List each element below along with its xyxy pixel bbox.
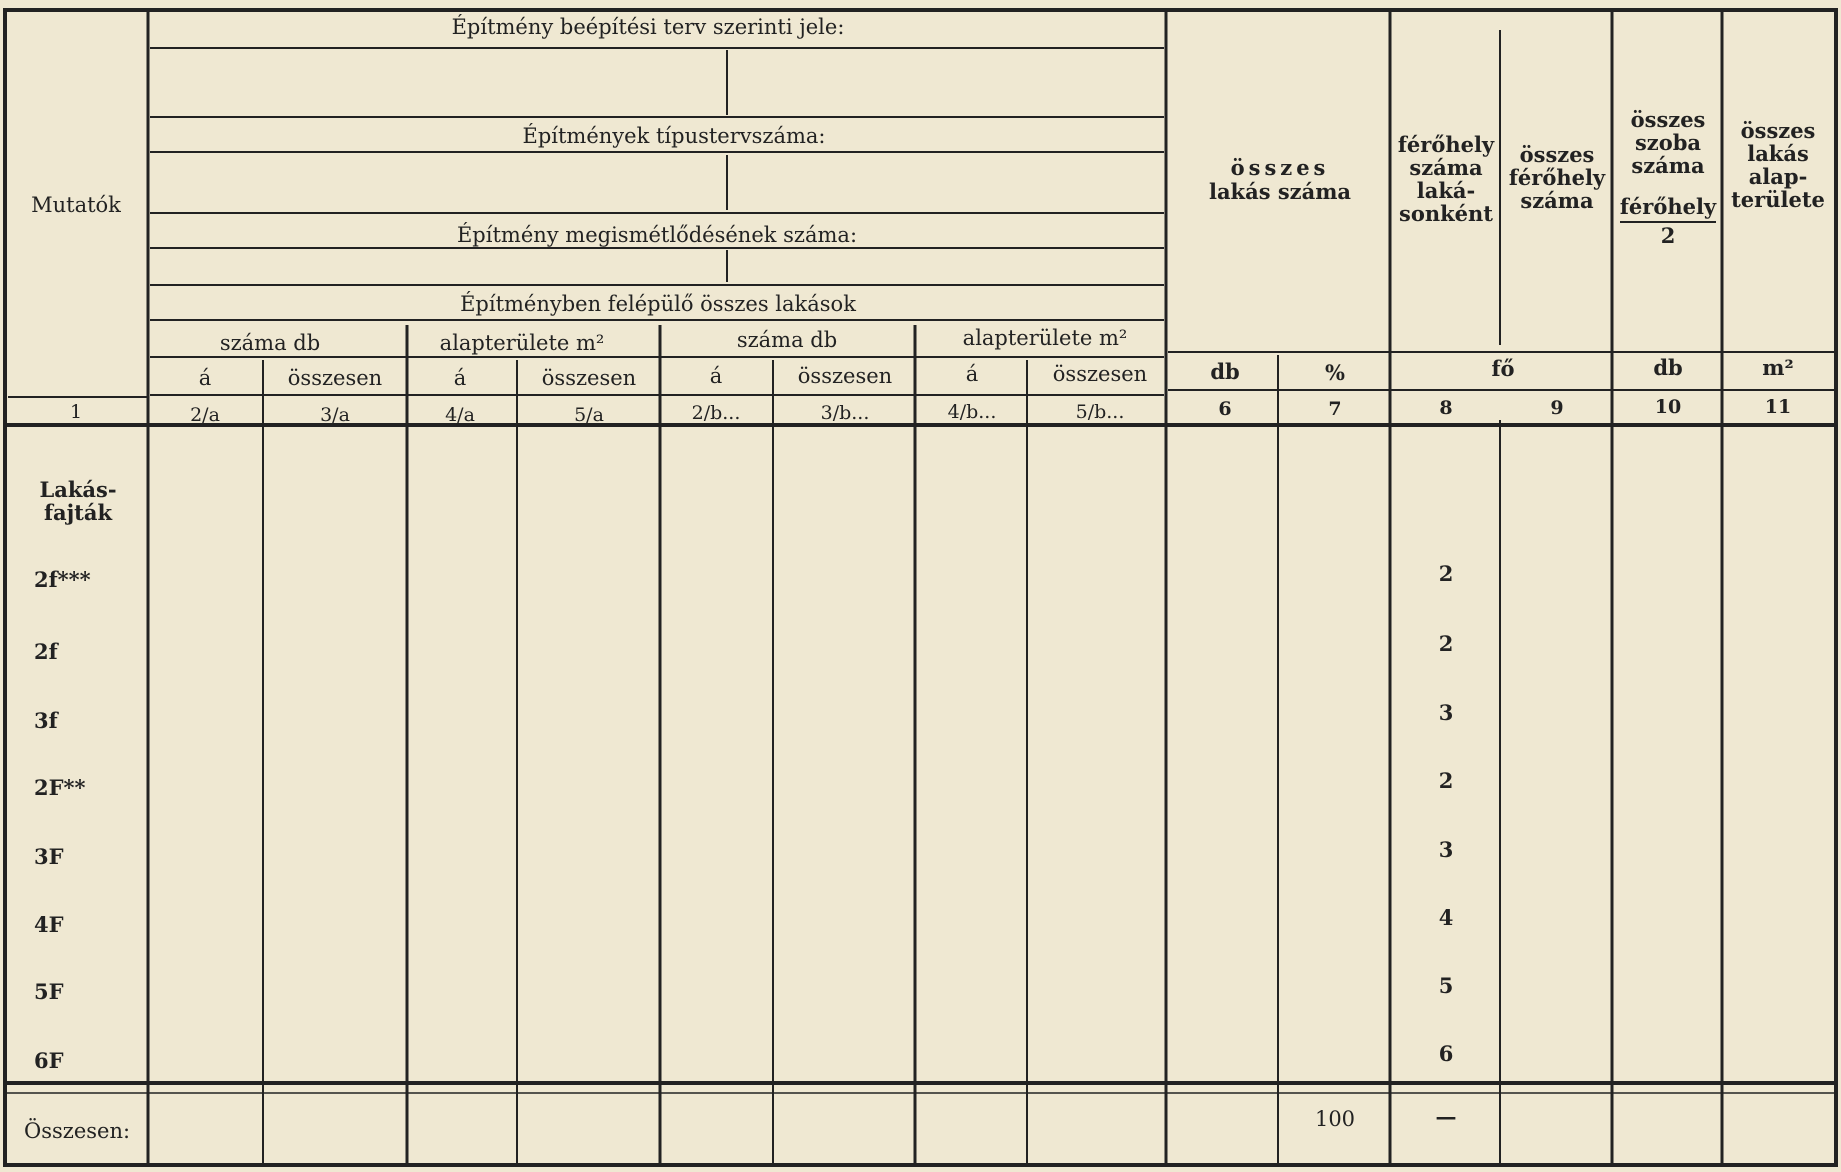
sub-a-3: á <box>709 363 723 388</box>
header-osszes-lakasok: Építményben felépülő összes lakások <box>460 291 856 316</box>
colnum-9: 9 <box>1550 397 1564 420</box>
sub-a-4: á <box>965 361 979 386</box>
total-pct: 100 <box>1314 1106 1356 1131</box>
sub-a-1: á <box>198 365 212 390</box>
colnum-5a: 5/a <box>574 404 604 427</box>
row-label-2f-3star: 2f*** <box>34 566 91 592</box>
unit-db2: db <box>1653 354 1683 380</box>
colnum-3a: 3/a <box>320 404 350 427</box>
colnum-2a: 2/a <box>190 404 220 427</box>
header-col10-line2: szoba <box>1634 129 1702 155</box>
header-col10-line1: összes <box>1630 106 1706 132</box>
group-label-szama-b: száma db <box>736 327 838 352</box>
header-lakas-szama: lakás száma <box>1208 178 1352 204</box>
colnum-10: 10 <box>1654 396 1682 419</box>
ferohely-6F: 6 <box>1438 1040 1454 1066</box>
colnum-3b: 3/b... <box>820 402 870 425</box>
ferohely-2f: 2 <box>1438 630 1454 656</box>
ferohely-4F: 4 <box>1438 904 1454 930</box>
colnum-5b: 5/b... <box>1075 401 1125 424</box>
unit-m2: m² <box>1762 354 1794 380</box>
header-col9-line2: férőhely <box>1508 164 1606 190</box>
row-label-5F: 5F <box>34 978 64 1004</box>
header-col8-line2: száma <box>1409 154 1483 180</box>
row-label-4F: 4F <box>34 911 64 937</box>
total-ferohely: — <box>1435 1103 1457 1129</box>
header-col9-line1: összes <box>1519 141 1595 167</box>
ferohely-3f: 3 <box>1438 699 1454 725</box>
group-label-alapterulete-b: alapterülete m² <box>962 325 1128 350</box>
colnum-4a: 4/a <box>445 404 475 427</box>
header-ismetles: Építmény megismétlődésének száma: <box>456 222 858 247</box>
colnum-11: 11 <box>1764 396 1792 419</box>
header-col10-line4: férőhely <box>1619 193 1717 219</box>
sub-osszesen-1: összesen <box>287 365 383 390</box>
section-label-line1: Lakás- <box>39 476 117 502</box>
colnum-8: 8 <box>1439 397 1453 420</box>
header-tipus: Építmények típustervszáma: <box>522 123 826 148</box>
unit-fo: fő <box>1491 355 1515 381</box>
section-label-line2: fajták <box>43 499 113 525</box>
header-osszes: összes <box>1230 154 1330 180</box>
ferohely-2F-2star: 2 <box>1438 767 1454 793</box>
colnum-4b: 4/b... <box>947 401 997 424</box>
colnum-6: 6 <box>1218 398 1232 421</box>
header-mutatok: Mutatók <box>31 192 121 217</box>
ferohely-3F: 3 <box>1438 836 1454 862</box>
unit-db: db <box>1210 358 1240 384</box>
header-col9-line3: száma <box>1520 187 1594 213</box>
ferohely-2f-3star: 2 <box>1438 560 1454 586</box>
group-label-alapterulete-a: alapterülete m² <box>439 330 605 355</box>
sub-a-2: á <box>453 365 467 390</box>
header-col10-line5: 2 <box>1660 222 1676 248</box>
row-label-6F: 6F <box>34 1047 64 1073</box>
header-col11-line1: összes <box>1740 117 1816 143</box>
row-label-2f: 2f <box>34 638 58 664</box>
sub-osszesen-3: összesen <box>797 363 893 388</box>
row-label-3F: 3F <box>34 843 64 869</box>
sub-osszesen-2: összesen <box>541 365 637 390</box>
row-label-3f: 3f <box>34 707 58 733</box>
group-label-szama-a: száma db <box>219 330 321 355</box>
unit-pct: % <box>1325 359 1345 385</box>
header-jele: Építmény beépítési terv szerinti jele: <box>451 14 845 39</box>
header-col10-line3: száma <box>1631 152 1705 178</box>
colnum-1: 1 <box>69 401 83 424</box>
header-col11-line2: lakás <box>1747 140 1809 166</box>
header-col8-line3: laká- <box>1416 177 1476 203</box>
ferohely-5F: 5 <box>1438 972 1454 998</box>
sub-osszesen-4: összesen <box>1052 361 1148 386</box>
colnum-7: 7 <box>1328 398 1342 421</box>
header-col8-line1: férőhely <box>1397 131 1495 157</box>
colnum-2b: 2/b... <box>691 402 741 425</box>
total-label: Összesen: <box>24 1118 131 1143</box>
header-col11-line4: területe <box>1731 186 1825 212</box>
header-col8-line4: sonként <box>1399 200 1493 226</box>
header-col11-line3: alap- <box>1748 163 1808 189</box>
row-label-2F-2star: 2F** <box>34 774 86 800</box>
